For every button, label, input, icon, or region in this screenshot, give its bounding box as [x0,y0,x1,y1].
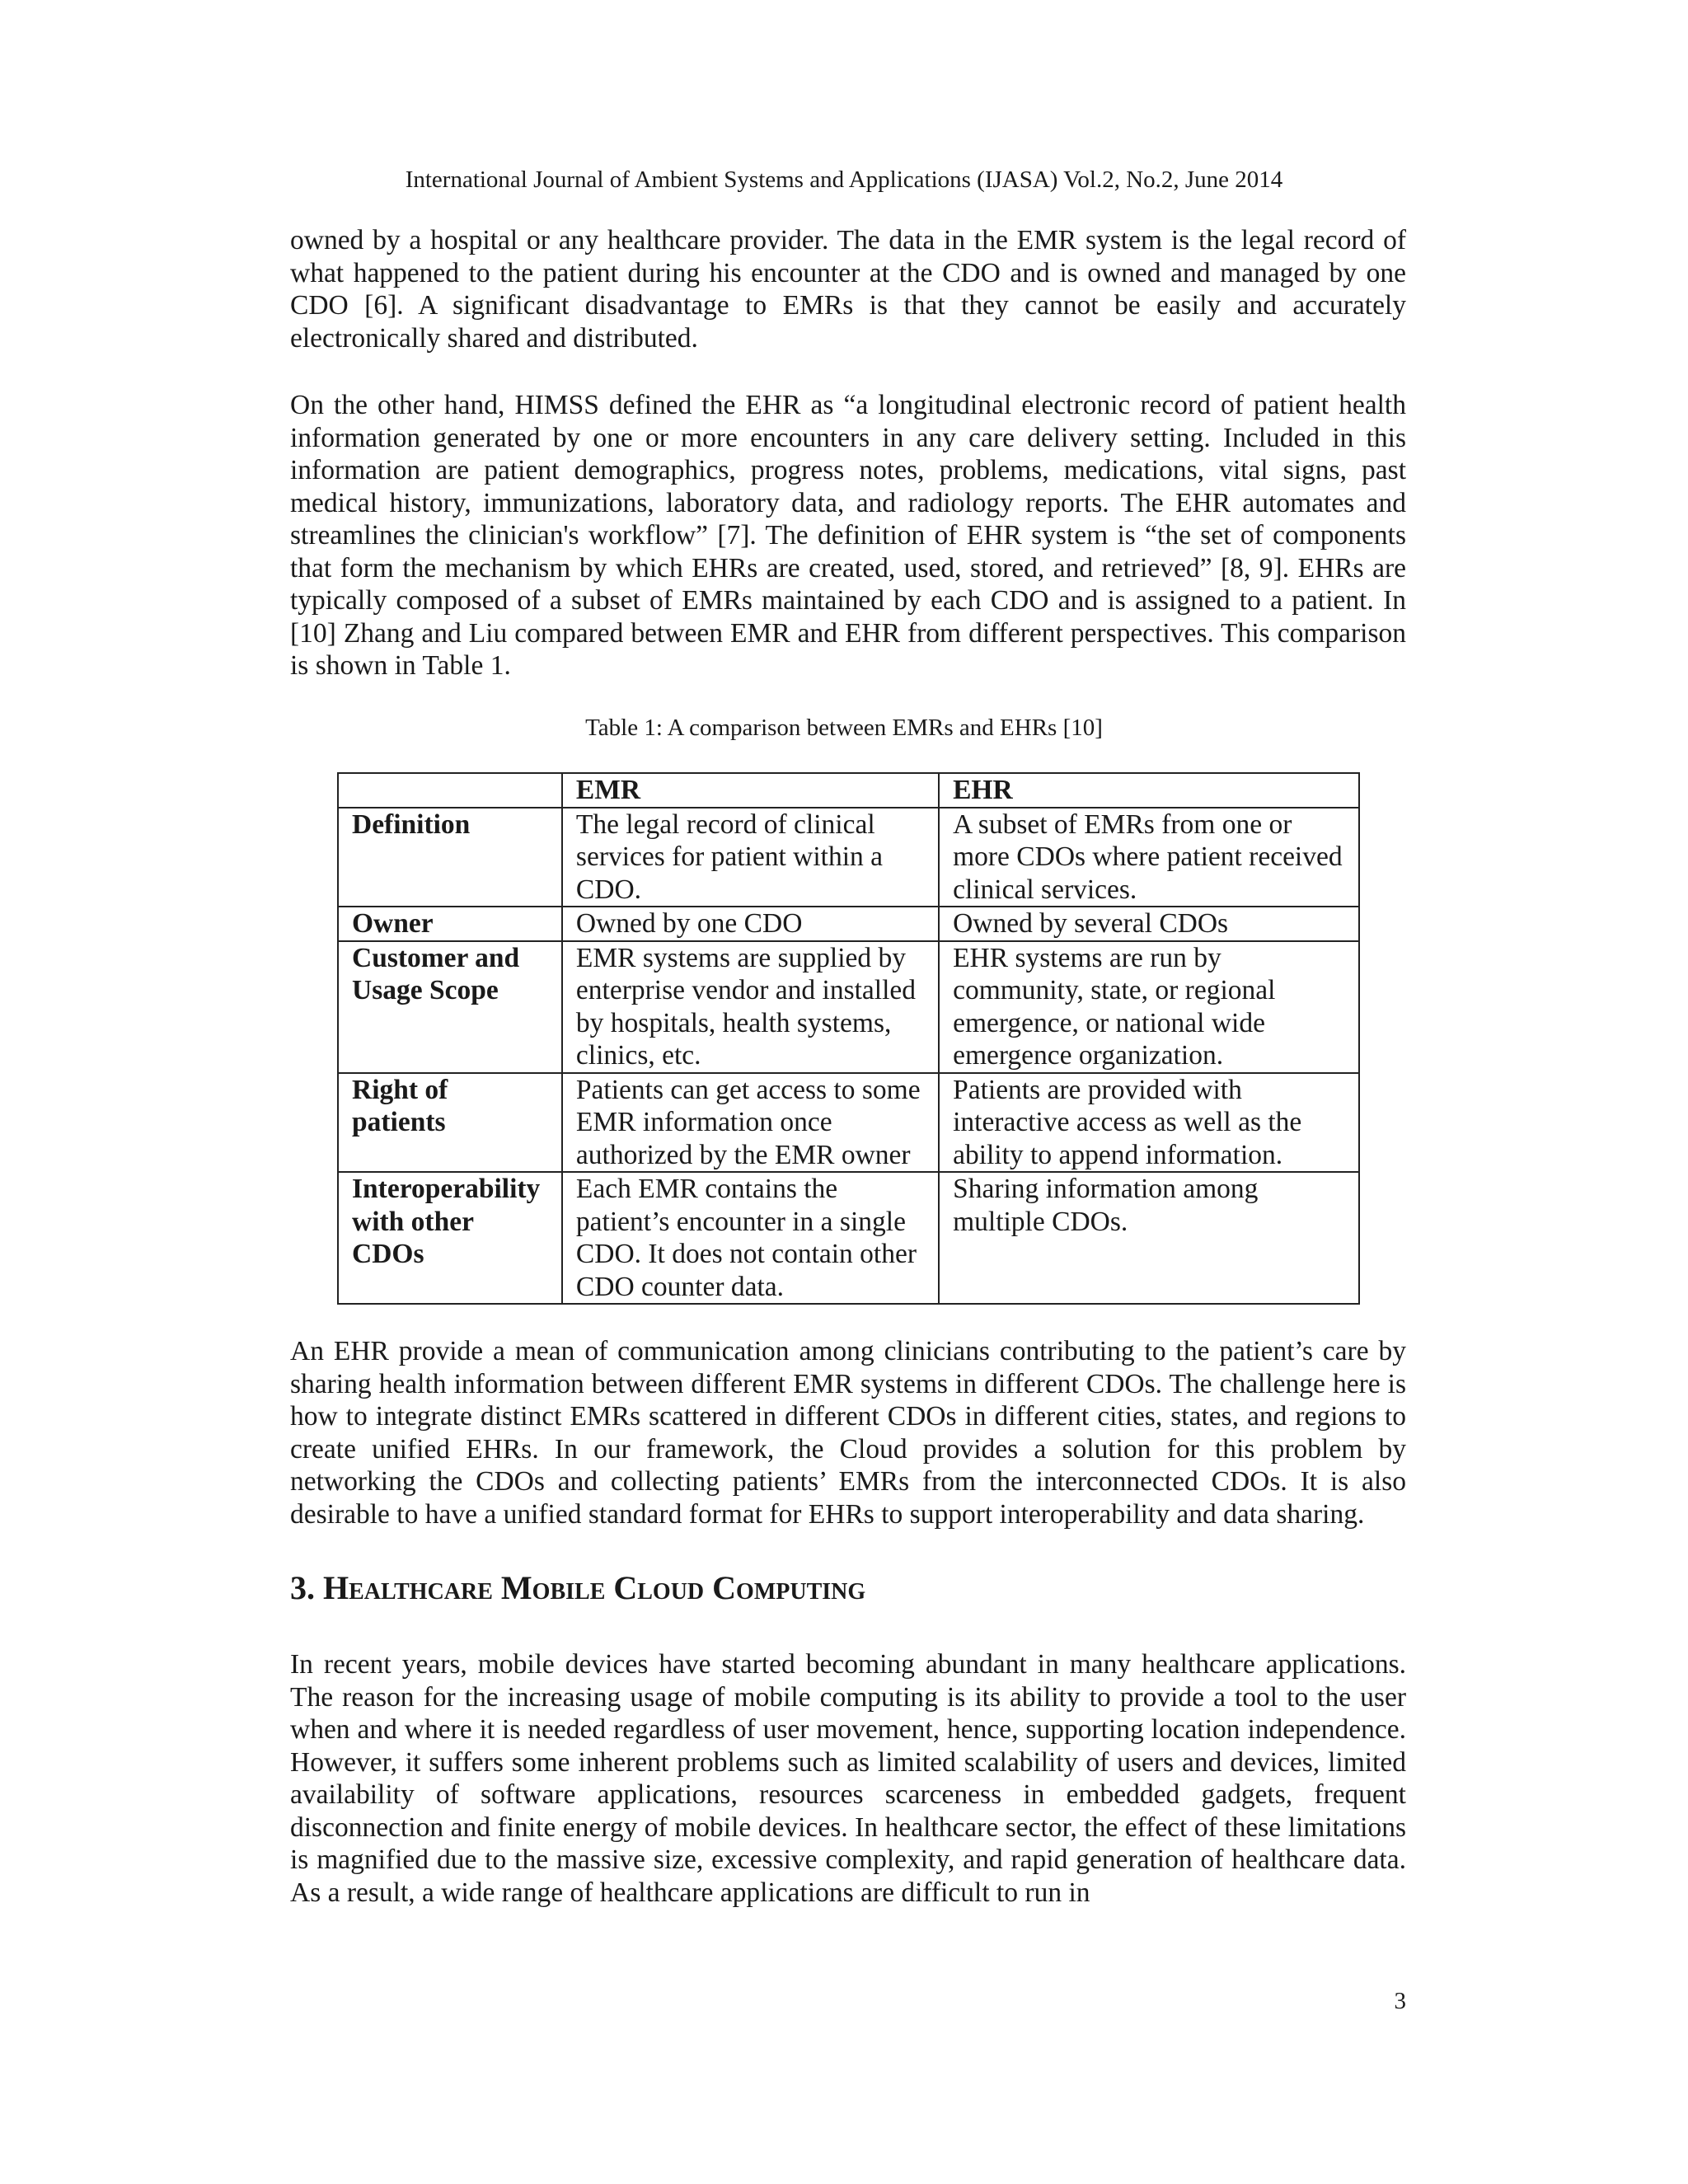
page-number: 3 [1394,1988,1406,2014]
cell-ehr-right-of-patients: Patients are provided with interactive access as well as the ability to append information. [939,1073,1359,1173]
row-label-interoperability: Interoperability with other CDOs [338,1172,562,1304]
table-row [338,808,1359,907]
section-title: Healthcare Mobile Cloud Computing [323,1569,866,1606]
paragraph-ehr-definition: On the other hand, HIMSS defined the EHR as “a longitudinal electronic record of patient health information generated by one or more encounters in any care delivery setting. Included in this information are patient demographics, progress notes, problems, medications, vital signs, past medical history, immunizations, laboratory data, and radiology reports. The EHR automates and streamlines the clinician's workflow” [7]. The definition of EHR system is “the set of components that form the mechanism by which EHRs are created, used, stored, and retrieved” [8, 9]. EHRs are typically composed of a subset of EMRs maintained by each CDO and is assigned to a patient. In [10] Zhang and Liu compared between EMR and EHR from different perspectives. This comparison is shown in Table 1. [290,390,1406,681]
running-header: International Journal of Ambient Systems and Applications (IJASA) Vol.2, No.2, June 2014 [405,166,1283,193]
header-cell-emr: EMR [562,773,939,808]
table-row [338,1172,1359,1304]
row-label-customer-usage: Customer and Usage Scope [338,941,562,1073]
cell-ehr-customer-usage: EHR systems are run by community, state, or regional emergence, or national wide emergence organization. [939,941,1359,1073]
cell-emr-owner: Owned by one CDO [562,907,939,941]
header-cell-empty [338,773,562,808]
cell-ehr-owner: Owned by several CDOs [939,907,1359,941]
paragraph-mobile-computing: In recent years, mobile devices have started becoming abundant in many healthcare applications. The reason for the increasing usage of mobile computing is its ability to provide a tool to the user when and where it is needed regardless of user movement, hence, supporting location independence. However, it suffers some inherent problems such as limited scalability of users and devices, limited availability of software applications, resources scarceness in embedded gadgets, frequent disconnection and finite energy of mobile devices. In healthcare sector, the effect of these limitations is magnified due to the massive size, excessive complexity, and rapid generation of healthcare data. As a result, a wide range of healthcare applications are difficult to run in [290,1649,1406,1908]
comparison-table [337,772,1360,1305]
cell-emr-interoperability: Each EMR contains the patient’s encounter in a single CDO. It does not contain other CDO counter data. [562,1172,939,1304]
header-cell-ehr: EHR [939,773,1359,808]
table-caption: Table 1: A comparison between EMRs and EHRs [10] [585,715,1103,741]
cell-emr-definition: The legal record of clinical services for patient within a CDO. [562,808,939,907]
row-label-right-of-patients: Right of patients [338,1073,562,1173]
table-row [338,941,1359,1073]
table-row [338,907,1359,941]
cell-ehr-definition: A subset of EMRs from one or more CDOs where patient received clinical services. [939,808,1359,907]
paragraph-emr-ownership: owned by a hospital or any healthcare provider. The data in the EMR system is the legal record of what happened to the patient during his encounter at the CDO and is owned and managed by one CDO [6]. A significant disadvantage to EMRs is that they cannot be easily and accurately electronically shared and distributed. [290,225,1406,354]
cell-emr-right-of-patients: Patients can get access to some EMR information once authorized by the EMR owner [562,1073,939,1173]
row-label-owner: Owner [338,907,562,941]
table-header-row [338,773,1359,808]
cell-emr-customer-usage: EMR systems are supplied by enterprise vendor and installed by hospitals, health systems, clinics, etc. [562,941,939,1073]
row-label-definition: Definition [338,808,562,907]
cell-ehr-interoperability: Sharing information among multiple CDOs. [939,1172,1359,1304]
section-number: 3. [290,1569,315,1606]
table-row [338,1073,1359,1173]
section-heading [290,1568,865,1608]
paragraph-ehr-communication: An EHR provide a mean of communication among clinicians contributing to the patient’s care by sharing health information between different EMR systems in different CDOs. The challenge here is how to integrate distinct EMRs scattered in different CDOs in different cities, states, and regions to create unified EHRs. In our framework, the Cloud provides a solution for this problem by networking the CDOs and collecting patients’ EMRs from the interconnected CDOs. It is also desirable to have a unified standard format for EHRs to support interoperability and data sharing. [290,1336,1406,1530]
